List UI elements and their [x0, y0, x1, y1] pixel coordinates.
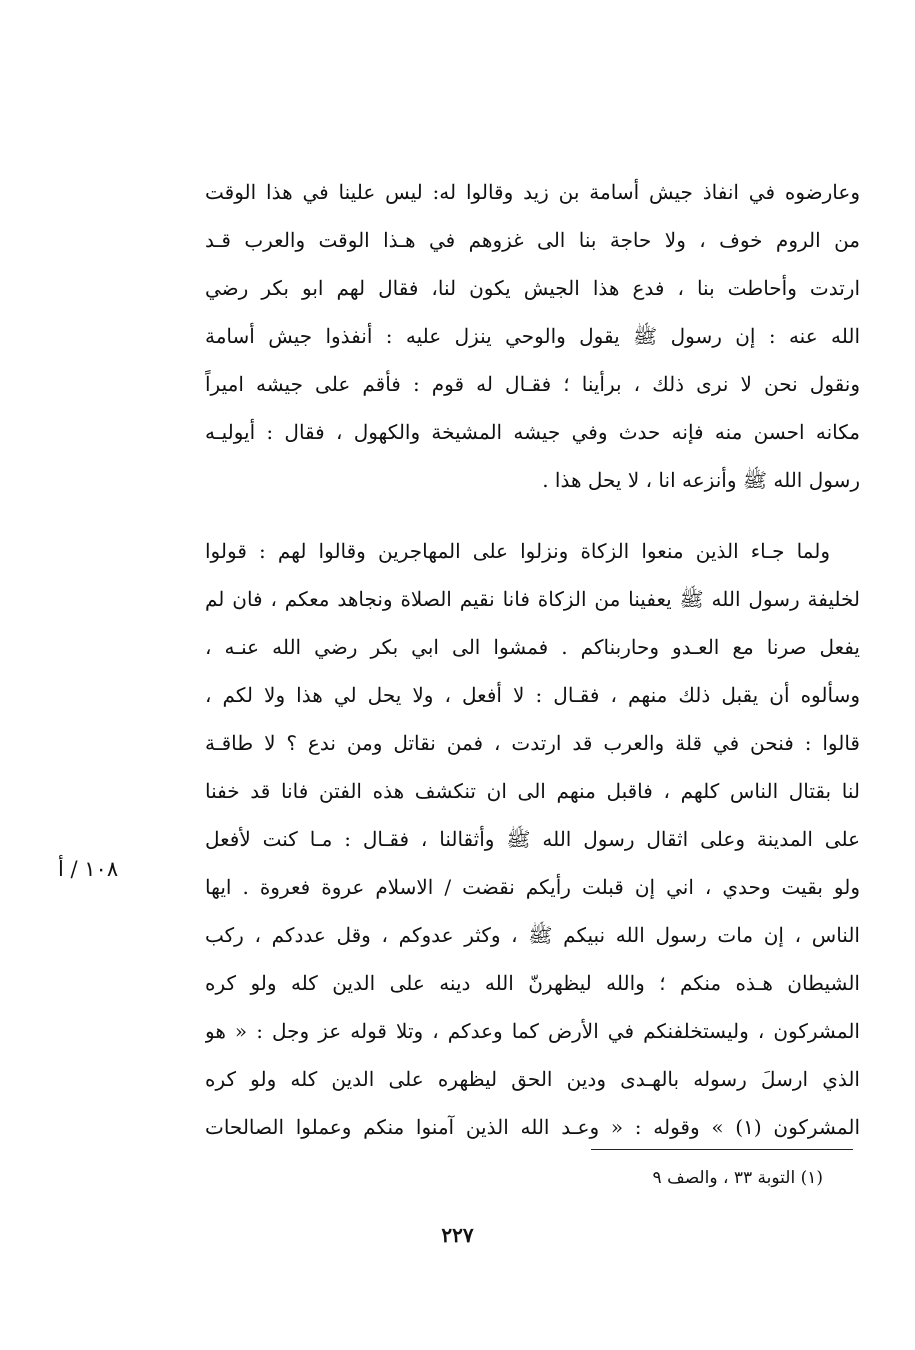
text-line: الذي ارسلَ رسوله بالهـدى ودين الحق ليظهره على الدين كله ولو كره [205, 1067, 860, 1091]
text-line: ونقول نحن لا نرى ذلك ، برأينا ؛ فقـال له قوم : فأقم على جيشه اميراً [205, 372, 860, 396]
page-number: ٢٢٧ [441, 1223, 474, 1247]
text-line: ولو بقيت وحدي ، اني إن قبلت رأيكم نقضت / الاسلام عروة فعروة . ايها [205, 875, 860, 899]
text-line: قالوا : فنحن في قلة والعرب قد ارتدت ، فمن نقاتل ومن ندع ؟ لا طاقـة [205, 731, 860, 755]
text-line: المشركون ، وليستخلفنكم في الأرض كما وعدكم ، وتلا قوله عز وجل : « هو [205, 1019, 860, 1043]
paragraph-1 [205, 168, 860, 504]
text-line: الناس ، إن مات رسول الله نبيكم ﷺ ، وكثر عدوكم ، وقل عددكم ، ركب [205, 923, 860, 947]
text-line: من الروم خوف ، ولا حاجة بنا الى غزوهم في هـذا الوقت والعرب قـد [205, 228, 860, 252]
manuscript-folio-note: ١٠٨ / أ [58, 857, 119, 881]
text-line: على المدينة وعلى اثقال رسول الله ﷺ وأثقالنا ، فقـال : مـا كنت لأفعل [205, 827, 860, 851]
text-line: لخليفة رسول الله ﷺ يعفينا من الزكاة فانا نقيم الصلاة ونجاهد معكم ، فان لم [205, 587, 860, 611]
text-line: مكانه احسن منه فإنه حدث وفي جيشه المشيخة والكهول ، فقال : أيوليـه [205, 420, 860, 444]
text-line: ارتدت وأحاطت بنا ، فدع هذا الجيش يكون لنا، فقال لهم ابو بكر رضي [205, 276, 860, 300]
paragraph-2 [205, 527, 860, 1151]
footnote: (١) التوبة ٣٣ ، والصف ٩ [652, 1168, 823, 1188]
text-line: الله عنه : إن رسول ﷺ يقول والوحي ينزل عليه : أنفذوا جيش أسامة [205, 324, 860, 348]
text-line: رسول الله ﷺ وأنزعه انا ، لا يحل هذا . [542, 468, 860, 492]
text-line: وعارضوه في انفاذ جيش أسامة بن زيد وقالوا له: ليس علينا في هذا الوقت [205, 180, 860, 204]
text-line: وسألوه أن يقبل ذلك منهم ، فقـال : لا أفعل ، ولا يحل لي هذا ولا لكم ، [205, 683, 860, 707]
text-line: ولما جـاء الذين منعوا الزكاة ونزلوا على المهاجرين وقالوا لهم : قولوا [205, 539, 830, 563]
footnote-divider [591, 1149, 853, 1150]
text-line: لنا بقتال الناس كلهم ، فاقبل منهم الى ان تنكشف هذه الفتن فانا قد خفنا [205, 779, 860, 803]
text-line: المشركون (١) » وقوله : « وعـد الله الذين آمنوا منكم وعملوا الصالحات [205, 1115, 860, 1139]
text-line: يفعل صرنا مع العـدو وحاربناكم . فمشوا الى ابي بكر رضي الله عنـه ، [205, 635, 860, 659]
text-line: الشيطان هـذه منكم ؛ والله ليظهرنّ الله دينه على الدين كله ولو كره [205, 971, 860, 995]
